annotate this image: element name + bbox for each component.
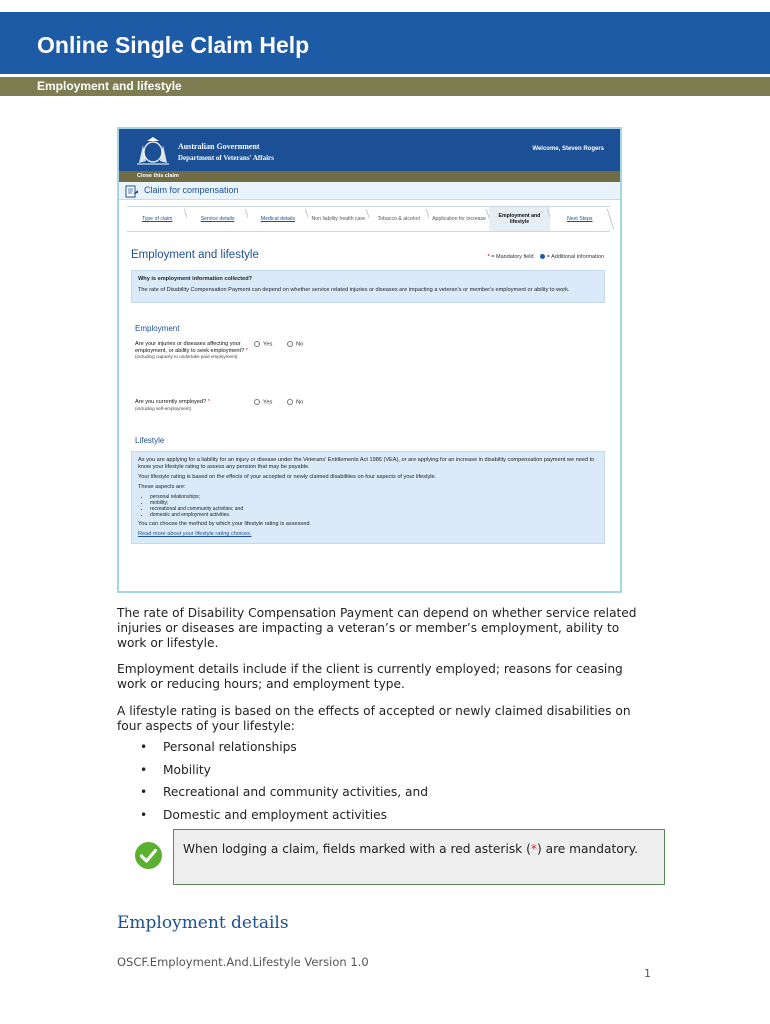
paragraph-3: A lifestyle rating is based on the effects of accepted or newly claimed disabilities on four aspects of your lifestyle:	[117, 704, 631, 733]
close-claim-bar	[119, 171, 620, 182]
mandatory-asterisk: *	[487, 254, 490, 260]
step-service-details[interactable]: Service details	[187, 206, 247, 232]
legend-mandatory: = Mandatory field	[491, 254, 534, 260]
section-bar	[0, 77, 770, 96]
step-next-steps[interactable]: Next Steps	[550, 206, 610, 232]
info-dot-icon	[540, 254, 545, 259]
note-asterisk: *	[530, 842, 537, 856]
lifestyle-list	[150, 494, 598, 518]
q1-note: (including capacity to undertake paid employment)	[135, 354, 238, 359]
lifestyle-rating-link[interactable]: Read more about your lifestyle rating choices.	[138, 531, 252, 537]
lifestyle-bullets	[140, 740, 428, 830]
lifestyle-item: • mobility;	[150, 500, 598, 506]
q1-no-radio[interactable]: No	[287, 341, 303, 348]
embedded-screenshot	[117, 127, 622, 593]
step-medical-details[interactable]: Medical details	[248, 206, 308, 232]
header-banner	[0, 12, 770, 74]
document-footer: OSCF.Employment.And.Lifestyle Version 1.0	[117, 955, 369, 969]
claim-document-icon	[125, 185, 139, 198]
paragraph-2: Employment details include if the client is currently employed; reasons for ceasing work or reducing hours; and employment type.	[117, 662, 623, 691]
lifestyle-item: • recreational and community activities; and	[150, 506, 598, 512]
page-title: Online Single Claim Help	[37, 32, 310, 58]
bullet-item: • Recreational and community activities, and	[140, 785, 428, 808]
section-heading: Employment details	[117, 913, 289, 933]
q1-yes-radio[interactable]: Yes	[254, 341, 272, 348]
step-employment-lifestyle: Employment and lifestyle	[489, 206, 549, 232]
claim-title: Claim for compensation	[144, 185, 239, 195]
lifestyle-item: • domestic and employment activities.	[150, 512, 598, 518]
q1-label: Are your injuries or diseases affecting your employment, or ability to seek employment? * (including capacity to undertake paid employment)	[135, 341, 255, 360]
q2-note: (including self-employment)	[135, 405, 192, 411]
info-question: Why is employment information collected?	[138, 276, 253, 282]
claim-header	[119, 182, 620, 200]
q2-yes-radio[interactable]: Yes	[254, 399, 272, 406]
q2-no-radio[interactable]: No	[287, 399, 303, 406]
progress-steps	[127, 206, 610, 232]
paragraph-1: The rate of Disability Compensation Payment can depend on whether service related injuries or diseases are impacting a veteran’s or member’s employment, ability to work or lifestyle.	[117, 606, 637, 650]
mandatory-note: When lodging a claim, fields marked with a red asterisk (*) are mandatory.	[173, 829, 665, 885]
employment-info-box	[131, 270, 605, 303]
lifestyle-item: • personal relationships;	[150, 494, 598, 500]
q2-label: Are you currently employed? * (including self-employment)	[135, 399, 255, 411]
field-legend	[488, 254, 604, 260]
lifestyle-p3: These aspects are:	[138, 484, 186, 490]
lifestyle-p1: As you are applying for a liability for an injury or disease under the Veterans' Entitlements Act 1986 (VEA), or are applying for an increase in disability compensation payment we need to know your lifestyle rating to assess any pension that may be payable.	[138, 457, 595, 470]
close-claim-link[interactable]: Close this claim	[137, 173, 179, 179]
lifestyle-p2: Your lifestyle rating is based on the effects of your accepted or newly claimed disabilities on four aspects of your lifestyle.	[138, 474, 437, 480]
lifestyle-info-box	[131, 451, 605, 544]
page-number: 1	[644, 967, 651, 980]
welcome-text: Welcome, Steven Rogers	[532, 146, 604, 152]
coat-of-arms-icon	[133, 135, 173, 167]
bullet-item: • Mobility	[140, 763, 428, 786]
gov-header	[119, 129, 620, 171]
step-application-increase: Application for increase	[429, 206, 489, 232]
step-type-of-claim[interactable]: Type of claim	[127, 206, 187, 232]
bullet-item: • Personal relationships	[140, 740, 428, 763]
step-non-liability: Non liability health care	[308, 206, 368, 232]
section-title: Employment and lifestyle	[37, 79, 182, 93]
dept-name: Department of Veterans' Affairs	[178, 154, 274, 162]
employment-heading: Employment	[135, 324, 180, 333]
form-title: Employment and lifestyle	[131, 249, 259, 261]
bullet-item: • Domestic and employment activities	[140, 808, 428, 831]
legend-additional: = Additional information	[546, 254, 604, 260]
info-text: The rate of Disability Compensation Payment can depend on whether service related injuries or diseases are impacting a veteran's or member's employment or ability to work.	[138, 287, 570, 293]
lifestyle-p4: You can choose the method by which your lifestyle rating is assessed.	[138, 521, 311, 527]
step-tobacco-alcohol: Tobacco & alcohol	[369, 206, 429, 232]
lifestyle-heading: Lifestyle	[135, 436, 165, 445]
checkmark-icon	[134, 841, 163, 870]
gov-name: Australian Government	[178, 142, 260, 151]
